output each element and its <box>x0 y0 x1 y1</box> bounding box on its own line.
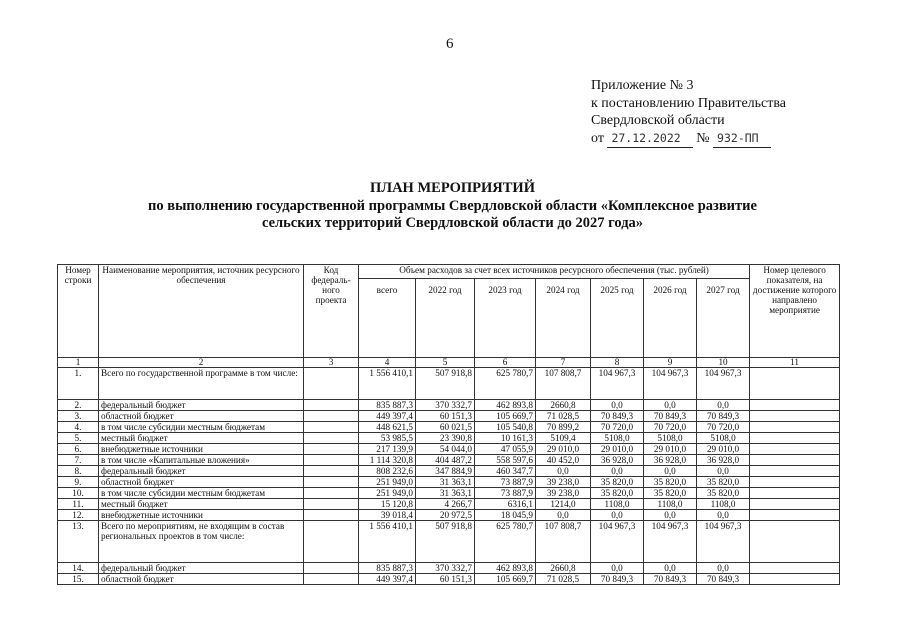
column-number: 11 <box>750 358 840 368</box>
target-cell <box>750 488 840 499</box>
column-number-row <box>58 358 840 368</box>
amount-cell: 0,0 <box>591 466 644 477</box>
page-number: 6 <box>446 36 454 52</box>
target-cell <box>750 466 840 477</box>
amount-cell: 1 556 410,1 <box>359 521 416 563</box>
row-number-cell: 13. <box>58 521 99 563</box>
header-code: Код федераль-ного проекта <box>304 265 359 358</box>
amount-cell: 54 044,0 <box>416 444 475 455</box>
target-cell <box>750 574 840 585</box>
row-number-cell: 1. <box>58 368 99 400</box>
amount-cell: 0,0 <box>644 400 697 411</box>
column-number: 4 <box>359 358 416 368</box>
amount-cell: 1108,0 <box>644 499 697 510</box>
amount-cell: 370 332,7 <box>416 563 475 574</box>
project-code-cell <box>304 400 359 411</box>
number-label: № <box>696 130 710 146</box>
row-number-cell: 2. <box>58 400 99 411</box>
row-name-cell: в том числе «Капитальные вложения» <box>99 455 304 466</box>
amount-cell: 70 720,0 <box>697 422 750 433</box>
table-row <box>58 499 840 510</box>
header-2022: 2022 год <box>416 279 475 358</box>
row-name-cell: внебюджетные источники <box>99 444 304 455</box>
target-cell <box>750 499 840 510</box>
target-cell <box>750 455 840 466</box>
amount-cell: 449 397,4 <box>359 574 416 585</box>
project-code-cell <box>304 433 359 444</box>
amount-cell: 35 820,0 <box>591 488 644 499</box>
decree-number: 932-ПП <box>713 130 771 149</box>
amount-cell: 70 720,0 <box>644 422 697 433</box>
amount-cell: 36 928,0 <box>591 455 644 466</box>
table-row <box>58 422 840 433</box>
project-code-cell <box>304 499 359 510</box>
target-cell <box>750 422 840 433</box>
project-code-cell <box>304 466 359 477</box>
amount-cell: 5109,4 <box>536 433 591 444</box>
amount-cell: 1 114 320,8 <box>359 455 416 466</box>
title-line-1: ПЛАН МЕРОПРИЯТИЙ <box>370 180 535 196</box>
amount-cell: 347 884,9 <box>416 466 475 477</box>
column-number: 6 <box>475 358 536 368</box>
amount-cell: 0,0 <box>697 510 750 521</box>
appendix-date-line <box>591 130 786 149</box>
table-row <box>58 477 840 488</box>
amount-cell: 29 010,0 <box>644 444 697 455</box>
plan-table <box>57 264 840 585</box>
amount-cell: 507 918,8 <box>416 368 475 400</box>
table-row <box>58 510 840 521</box>
amount-cell: 0,0 <box>536 466 591 477</box>
amount-cell: 251 949,0 <box>359 488 416 499</box>
amount-cell: 36 928,0 <box>697 455 750 466</box>
column-number: 7 <box>536 358 591 368</box>
amount-cell: 2660,8 <box>536 563 591 574</box>
amount-cell: 70 899,2 <box>536 422 591 433</box>
amount-cell: 462 893,8 <box>475 563 536 574</box>
header-2024: 2024 год <box>536 279 591 358</box>
amount-cell: 71 028,5 <box>536 411 591 422</box>
amount-cell: 104 967,3 <box>697 521 750 563</box>
amount-cell: 104 967,3 <box>591 368 644 400</box>
project-code-cell <box>304 444 359 455</box>
column-number: 5 <box>416 358 475 368</box>
header-2023: 2023 год <box>475 279 536 358</box>
project-code-cell <box>304 563 359 574</box>
from-label: от <box>591 130 604 146</box>
header-volume: Объем расходов за счет всех источников ресурсного обеспечения (тыс. рублей) <box>359 265 750 279</box>
amount-cell: 71 028,5 <box>536 574 591 585</box>
amount-cell: 835 887,3 <box>359 563 416 574</box>
project-code-cell <box>304 521 359 563</box>
row-number-cell: 10. <box>58 488 99 499</box>
table-row <box>58 444 840 455</box>
amount-cell: 70 720,0 <box>591 422 644 433</box>
amount-cell: 70 849,3 <box>644 574 697 585</box>
row-name-cell: Всего по мероприятиям, не входящим в состав региональных проектов в том числе: <box>99 521 304 563</box>
amount-cell: 5108,0 <box>644 433 697 444</box>
row-number-cell: 9. <box>58 477 99 488</box>
target-cell <box>750 477 840 488</box>
amount-cell: 60 151,3 <box>416 574 475 585</box>
amount-cell: 0,0 <box>644 563 697 574</box>
row-name-cell: федеральный бюджет <box>99 563 304 574</box>
amount-cell: 0,0 <box>697 400 750 411</box>
row-number-cell: 5. <box>58 433 99 444</box>
amount-cell: 835 887,3 <box>359 400 416 411</box>
row-number-cell: 11. <box>58 499 99 510</box>
table-row <box>58 466 840 477</box>
table-row <box>58 521 840 563</box>
amount-cell: 104 967,3 <box>644 368 697 400</box>
title-line-2: по выполнению государственной программы Свердловской области «Комплексное развитие <box>148 197 757 214</box>
column-number: 1 <box>58 358 99 368</box>
row-name-cell: местный бюджет <box>99 499 304 510</box>
column-number: 2 <box>99 358 304 368</box>
document-title <box>0 180 905 233</box>
amount-cell: 107 808,7 <box>536 521 591 563</box>
amount-cell: 404 487,2 <box>416 455 475 466</box>
target-cell <box>750 521 840 563</box>
amount-cell: 70 849,3 <box>697 411 750 422</box>
amount-cell: 5108,0 <box>591 433 644 444</box>
amount-cell: 73 887,9 <box>475 477 536 488</box>
row-number-cell: 7. <box>58 455 99 466</box>
row-name-cell: Всего по государственной программе в том числе: <box>99 368 304 400</box>
amount-cell: 625 780,7 <box>475 521 536 563</box>
amount-cell: 4 266,7 <box>416 499 475 510</box>
row-name-cell: в том числе субсидии местным бюджетам <box>99 422 304 433</box>
amount-cell: 29 010,0 <box>697 444 750 455</box>
column-number: 9 <box>644 358 697 368</box>
appendix-block <box>591 77 786 148</box>
amount-cell: 60 151,3 <box>416 411 475 422</box>
row-number-cell: 8. <box>58 466 99 477</box>
title-line-3: сельских территорий Свердловской области до 2027 года» <box>261 215 644 231</box>
row-number-cell: 12. <box>58 510 99 521</box>
amount-cell: 47 055,9 <box>475 444 536 455</box>
table-row <box>58 411 840 422</box>
amount-cell: 70 849,3 <box>591 574 644 585</box>
target-cell <box>750 510 840 521</box>
amount-cell: 10 161,3 <box>475 433 536 444</box>
header-total: всего <box>359 279 416 358</box>
amount-cell: 449 397,4 <box>359 411 416 422</box>
amount-cell: 18 045,9 <box>475 510 536 521</box>
amount-cell: 70 849,3 <box>591 411 644 422</box>
target-cell <box>750 400 840 411</box>
amount-cell: 1214,0 <box>536 499 591 510</box>
target-cell <box>750 411 840 422</box>
amount-cell: 104 967,3 <box>644 521 697 563</box>
row-number-cell: 3. <box>58 411 99 422</box>
amount-cell: 1 556 410,1 <box>359 368 416 400</box>
header-2027: 2027 год <box>697 279 750 358</box>
amount-cell: 60 021,5 <box>416 422 475 433</box>
amount-cell: 39 018,4 <box>359 510 416 521</box>
header-row-number: Номер строки <box>58 265 99 358</box>
table-row <box>58 368 840 400</box>
row-name-cell: местный бюджет <box>99 433 304 444</box>
project-code-cell <box>304 411 359 422</box>
amount-cell: 0,0 <box>591 563 644 574</box>
amount-cell: 39 238,0 <box>536 488 591 499</box>
row-name-cell: федеральный бюджет <box>99 466 304 477</box>
decree-date: 27.12.2022 <box>607 130 692 149</box>
row-number-cell: 6. <box>58 444 99 455</box>
amount-cell: 0,0 <box>697 466 750 477</box>
project-code-cell <box>304 422 359 433</box>
project-code-cell <box>304 455 359 466</box>
amount-cell: 35 820,0 <box>644 488 697 499</box>
column-number: 8 <box>591 358 644 368</box>
amount-cell: 104 967,3 <box>697 368 750 400</box>
target-cell <box>750 563 840 574</box>
row-name-cell: областной бюджет <box>99 411 304 422</box>
amount-cell: 251 949,0 <box>359 477 416 488</box>
appendix-line-1: Приложение № 3 <box>591 78 694 93</box>
amount-cell: 1108,0 <box>697 499 750 510</box>
amount-cell: 40 452,0 <box>536 455 591 466</box>
row-number-cell: 15. <box>58 574 99 585</box>
table-row <box>58 455 840 466</box>
amount-cell: 29 010,0 <box>536 444 591 455</box>
column-number: 3 <box>304 358 359 368</box>
table-row <box>58 574 840 585</box>
amount-cell: 31 363,1 <box>416 488 475 499</box>
project-code-cell <box>304 574 359 585</box>
header-name: Наименование мероприятия, источник ресурсного обеспечения <box>99 265 304 358</box>
amount-cell: 29 010,0 <box>591 444 644 455</box>
amount-cell: 0,0 <box>536 510 591 521</box>
row-name-cell: внебюджетные источники <box>99 510 304 521</box>
header-2026: 2026 год <box>644 279 697 358</box>
amount-cell: 625 780,7 <box>475 368 536 400</box>
target-cell <box>750 368 840 400</box>
amount-cell: 1108,0 <box>591 499 644 510</box>
amount-cell: 0,0 <box>644 466 697 477</box>
amount-cell: 0,0 <box>697 563 750 574</box>
amount-cell: 2660,8 <box>536 400 591 411</box>
amount-cell: 70 849,3 <box>644 411 697 422</box>
amount-cell: 507 918,8 <box>416 521 475 563</box>
table-row <box>58 488 840 499</box>
amount-cell: 105 669,7 <box>475 574 536 585</box>
project-code-cell <box>304 510 359 521</box>
row-name-cell: областной бюджет <box>99 574 304 585</box>
amount-cell: 5108,0 <box>697 433 750 444</box>
amount-cell: 0,0 <box>591 510 644 521</box>
project-code-cell <box>304 368 359 400</box>
amount-cell: 20 972,5 <box>416 510 475 521</box>
amount-cell: 31 363,1 <box>416 477 475 488</box>
amount-cell: 73 887,9 <box>475 488 536 499</box>
column-number: 10 <box>697 358 750 368</box>
amount-cell: 35 820,0 <box>697 477 750 488</box>
header-2025: 2025 год <box>591 279 644 358</box>
amount-cell: 462 893,8 <box>475 400 536 411</box>
amount-cell: 448 621,5 <box>359 422 416 433</box>
table-row <box>58 433 840 444</box>
header-target: Номер целевого показателя, на достижение которого направлено мероприятие <box>750 265 840 358</box>
amount-cell: 0,0 <box>644 510 697 521</box>
table-row <box>58 400 840 411</box>
table-row <box>58 563 840 574</box>
amount-cell: 70 849,3 <box>697 574 750 585</box>
amount-cell: 35 820,0 <box>697 488 750 499</box>
appendix-line-2: к постановлению Правительства <box>591 95 787 111</box>
amount-cell: 217 139,9 <box>359 444 416 455</box>
amount-cell: 107 808,7 <box>536 368 591 400</box>
amount-cell: 0,0 <box>591 400 644 411</box>
amount-cell: 35 820,0 <box>591 477 644 488</box>
row-name-cell: в том числе субсидии местным бюджетам <box>99 488 304 499</box>
row-name-cell: областной бюджет <box>99 477 304 488</box>
amount-cell: 558 597,6 <box>475 455 536 466</box>
amount-cell: 39 238,0 <box>536 477 591 488</box>
amount-cell: 105 540,8 <box>475 422 536 433</box>
row-number-cell: 4. <box>58 422 99 433</box>
row-name-cell: федеральный бюджет <box>99 400 304 411</box>
amount-cell: 36 928,0 <box>644 455 697 466</box>
amount-cell: 808 232,6 <box>359 466 416 477</box>
target-cell <box>750 433 840 444</box>
amount-cell: 460 347,7 <box>475 466 536 477</box>
appendix-line-3: Свердловской области <box>591 113 725 128</box>
amount-cell: 23 390,8 <box>416 433 475 444</box>
project-code-cell <box>304 477 359 488</box>
amount-cell: 35 820,0 <box>644 477 697 488</box>
amount-cell: 104 967,3 <box>591 521 644 563</box>
project-code-cell <box>304 488 359 499</box>
amount-cell: 370 332,7 <box>416 400 475 411</box>
amount-cell: 53 985,5 <box>359 433 416 444</box>
target-cell <box>750 444 840 455</box>
amount-cell: 15 120,8 <box>359 499 416 510</box>
amount-cell: 6316,1 <box>475 499 536 510</box>
amount-cell: 105 669,7 <box>475 411 536 422</box>
row-number-cell: 14. <box>58 563 99 574</box>
